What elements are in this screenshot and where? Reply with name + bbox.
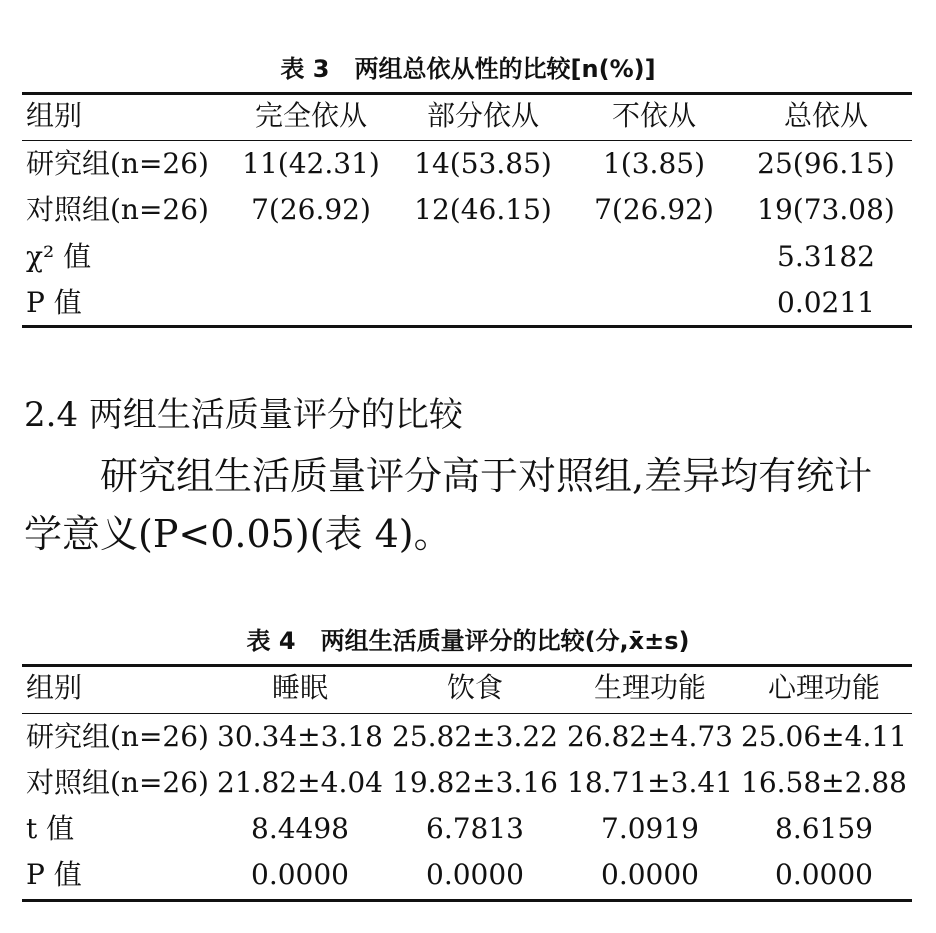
table4-cell: 25.82±3.22 — [392, 720, 558, 753]
table3-cell: χ² 值 — [26, 240, 92, 273]
table4-cell: 25.06±4.11 — [741, 720, 907, 753]
table3-header-cell: 总依从 — [783, 99, 869, 132]
table4-cell: 19.82±3.16 — [392, 766, 558, 799]
table3-cell: 11(42.31) — [242, 147, 380, 180]
table4-top-rule — [22, 664, 912, 667]
table3-cell: 对照组(n=26) — [26, 193, 209, 226]
table3-header-cell: 组别 — [26, 99, 83, 132]
table3-cell: 1(3.85) — [602, 147, 706, 180]
table4-cell: 16.58±2.88 — [741, 766, 907, 799]
table3-cell: 研究组(n=26) — [26, 147, 209, 180]
table4-cell: 26.82±4.73 — [567, 720, 733, 753]
table4-cell: 研究组(n=26) — [26, 720, 209, 753]
table4-cell: 0.0000 — [251, 858, 349, 891]
table3-header-cell: 不依从 — [611, 99, 697, 132]
body-paragraph-line: 学意义(P<0.05)(表 4)。 — [24, 512, 452, 556]
table4-cell: 21.82±4.04 — [217, 766, 383, 799]
table3-header-cell: 完全依从 — [254, 99, 368, 132]
table4-cell: 18.71±3.41 — [567, 766, 733, 799]
table3-header-cell: 部分依从 — [426, 99, 540, 132]
table4-bottom-rule — [22, 899, 912, 902]
table4-cell: 6.7813 — [426, 812, 524, 845]
table3-top-rule — [22, 92, 912, 95]
table4-cell: 30.34±3.18 — [217, 720, 383, 753]
table3-cell: P 值 — [26, 286, 82, 319]
table4-cell: P 值 — [26, 858, 82, 891]
section-heading: 2.4 两组生活质量评分的比较 — [24, 395, 463, 435]
table4-cell: 0.0000 — [775, 858, 873, 891]
table4-cell: 对照组(n=26) — [26, 766, 209, 799]
table4-cell: 0.0000 — [601, 858, 699, 891]
table3-caption: 表 3 两组总依从性的比较[n(%)] — [280, 55, 656, 83]
table4-header-rule — [22, 713, 912, 714]
table4-header-cell: 生理功能 — [593, 671, 707, 704]
table4-cell: t 值 — [26, 812, 75, 845]
table3-cell: 14(53.85) — [414, 147, 552, 180]
table4-header-cell: 心理功能 — [767, 671, 881, 704]
body-paragraph-line: 研究组生活质量评分高于对照组,差异均有统计 — [100, 454, 873, 498]
table3-header-rule — [22, 140, 912, 141]
table4-header-cell: 组别 — [26, 671, 83, 704]
table3-cell: 19(73.08) — [757, 193, 895, 226]
table4-cell: 8.6159 — [775, 812, 873, 845]
table3-cell: 25(96.15) — [757, 147, 895, 180]
table4-caption: 表 4 两组生活质量评分的比较(分,x̄±s) — [246, 627, 690, 655]
table3-cell: 7(26.92) — [594, 193, 714, 226]
table4-cell: 0.0000 — [426, 858, 524, 891]
table4-cell: 7.0919 — [601, 812, 699, 845]
table3-cell: 7(26.92) — [251, 193, 371, 226]
table4-header-cell: 睡眠 — [271, 671, 329, 704]
table3-cell: 12(46.15) — [414, 193, 552, 226]
table4-header-cell: 饮食 — [446, 671, 504, 704]
table4-cell: 8.4498 — [251, 812, 349, 845]
table3-cell: 5.3182 — [777, 240, 875, 273]
table3-bottom-rule — [22, 325, 912, 328]
table3-cell: 0.0211 — [777, 286, 875, 319]
